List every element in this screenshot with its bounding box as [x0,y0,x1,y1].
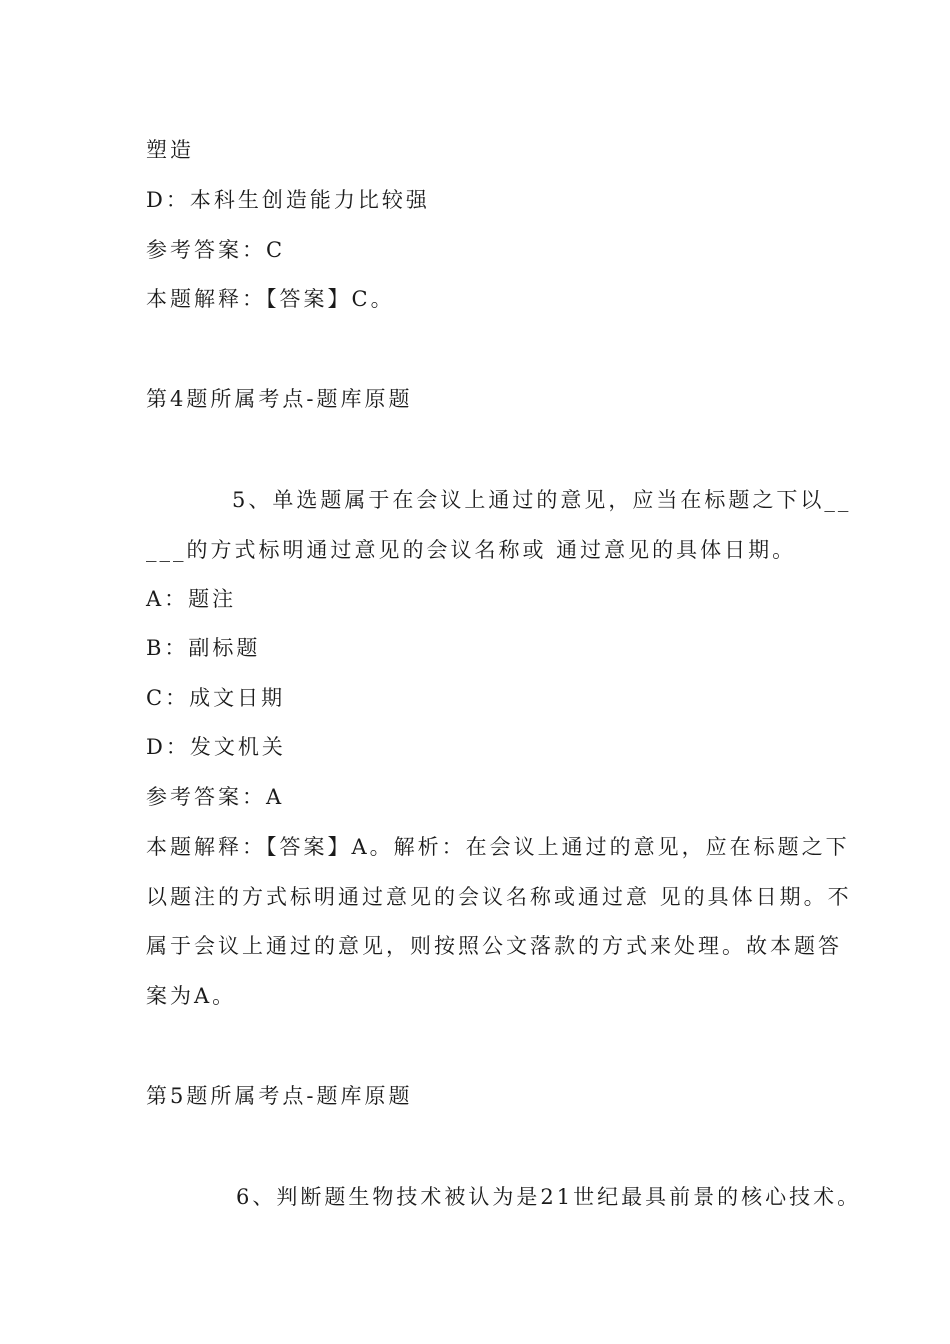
q4-explanation: 本题解释：【答案】C。 [146,287,395,311]
q5-explanation-line4: 案为A。 [146,984,237,1008]
q4-option-c-continuation: 塑造 [146,138,194,162]
q4-answer: 参考答案：C [146,238,286,262]
q5-option-a: A：题注 [146,587,237,611]
q5-option-c: C：成文日期 [146,686,286,710]
q5-explanation-line3: 属于会议上通过的意见，则按照公文落款的方式来处理。故本题答 [146,934,842,958]
q5-explanation-line1: 本题解释：【答案】A。解析：在会议上通过的意见，应在标题之下 [146,835,850,859]
q5-stem-line1: 5、单选题属于在会议上通过的意见，应当在标题之下以__ [232,488,852,512]
q5-explanation-line2: 以题注的方式标明通过意见的会议名称或通过意 见的具体日期。不 [146,885,852,909]
q5-topic: 第5题所属考点-题库原题 [146,1084,413,1108]
q5-option-d: D：发文机关 [146,735,286,759]
q4-topic: 第4题所属考点-题库原题 [146,387,413,411]
q5-option-b: B：副标题 [146,636,261,660]
q5-answer: 参考答案：A [146,785,285,809]
q6-stem-line1: 6、判断题生物技术被认为是21世纪最具前景的核心技术。 [236,1185,862,1209]
q5-stem-line2: ___的方式标明通过意见的会议名称或 通过意见的具体日期。 [146,538,797,562]
q4-option-d: D：本科生创造能力比较强 [146,188,430,212]
